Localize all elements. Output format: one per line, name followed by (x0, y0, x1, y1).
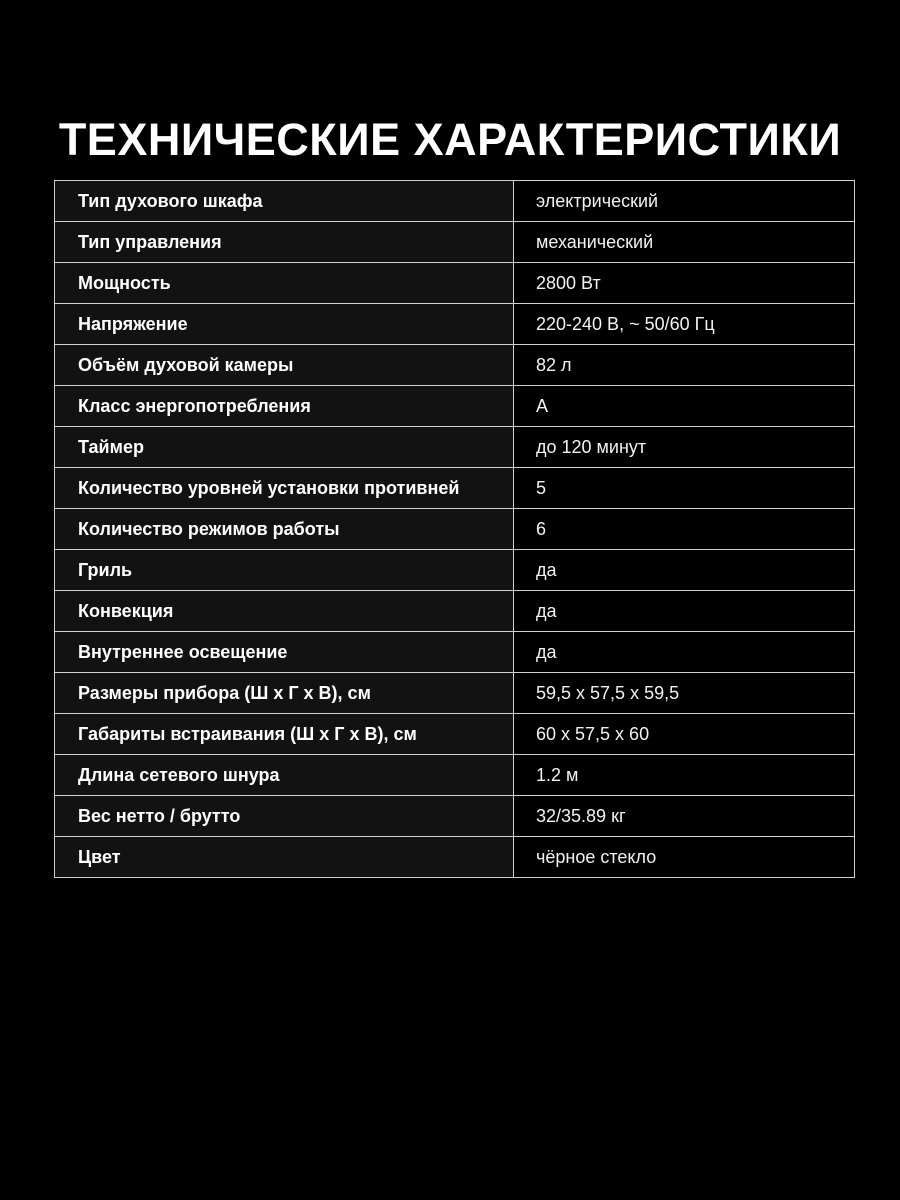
spec-value: чёрное стекло (514, 837, 855, 878)
spec-label: Тип духового шкафа (55, 181, 514, 222)
specifications-table (54, 180, 855, 878)
spec-label: Габариты встраивания (Ш х Г х В), см (55, 714, 514, 755)
spec-value: да (514, 632, 855, 673)
spec-value: 82 л (514, 345, 855, 386)
spec-label: Класс энергопотребления (55, 386, 514, 427)
page-title: ТЕХНИЧЕСКИЕ ХАРАКТЕРИСТИКИ (58, 114, 842, 165)
spec-row-oven-volume (55, 345, 855, 386)
spec-row-cord-length (55, 755, 855, 796)
spec-value: 5 (514, 468, 855, 509)
spec-row-convection (55, 591, 855, 632)
spec-label: Мощность (55, 263, 514, 304)
spec-value: электрический (514, 181, 855, 222)
spec-label: Гриль (55, 550, 514, 591)
spec-label: Размеры прибора (Ш х Г х В), см (55, 673, 514, 714)
spec-value: 1.2 м (514, 755, 855, 796)
spec-row-timer (55, 427, 855, 468)
spec-label: Длина сетевого шнура (55, 755, 514, 796)
spec-value: 32/35.89 кг (514, 796, 855, 837)
spec-label: Таймер (55, 427, 514, 468)
spec-label: Количество режимов работы (55, 509, 514, 550)
spec-row-appliance-dimensions (55, 673, 855, 714)
spec-value: до 120 минут (514, 427, 855, 468)
spec-row-control-type (55, 222, 855, 263)
spec-label: Объём духовой камеры (55, 345, 514, 386)
spec-row-installation-dimensions (55, 714, 855, 755)
spec-label: Количество уровней установки противней (55, 468, 514, 509)
spec-row-weight (55, 796, 855, 837)
spec-value: да (514, 591, 855, 632)
spec-value: да (514, 550, 855, 591)
spec-value: механический (514, 222, 855, 263)
spec-label: Внутреннее освещение (55, 632, 514, 673)
spec-value: 2800 Вт (514, 263, 855, 304)
spec-row-energy-class (55, 386, 855, 427)
spec-row-oven-type (55, 181, 855, 222)
spec-row-power (55, 263, 855, 304)
spec-value: А (514, 386, 855, 427)
spec-row-grill (55, 550, 855, 591)
spec-label: Вес нетто / брутто (55, 796, 514, 837)
spec-label: Тип управления (55, 222, 514, 263)
spec-label: Цвет (55, 837, 514, 878)
spec-label: Конвекция (55, 591, 514, 632)
spec-row-modes (55, 509, 855, 550)
specifications-table-body (55, 181, 855, 878)
spec-row-voltage (55, 304, 855, 345)
spec-row-interior-light (55, 632, 855, 673)
spec-value: 59,5 х 57,5 х 59,5 (514, 673, 855, 714)
spec-value: 60 х 57,5 х 60 (514, 714, 855, 755)
spec-row-color (55, 837, 855, 878)
spec-row-tray-levels (55, 468, 855, 509)
spec-value: 6 (514, 509, 855, 550)
spec-label: Напряжение (55, 304, 514, 345)
spec-value: 220-240 В, ~ 50/60 Гц (514, 304, 855, 345)
